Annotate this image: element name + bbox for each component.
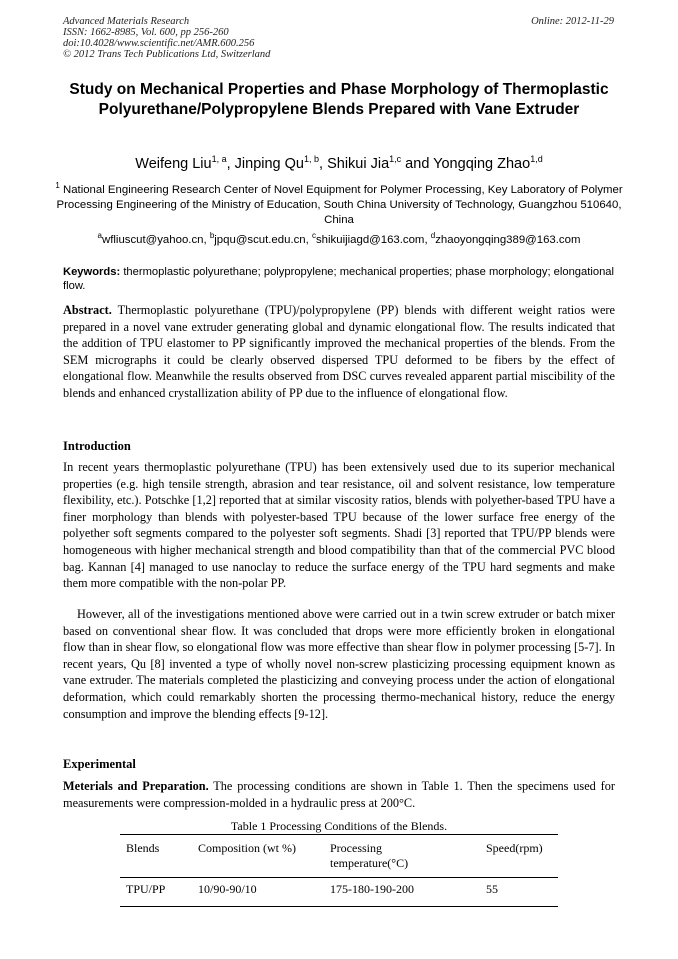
experimental-paragraph: [63, 778, 615, 811]
abstract-label: Abstract.: [63, 303, 112, 317]
introduction-paragraph-1: In recent years thermoplastic polyurethane (TPU) has been extensively used due to its superior mechanical properties (e.g. high tensile strength, abrasion and tear resistance, oil and solvent resistance, low temperature flexibility, etc.). Potschke [1,2] reported that at similar viscosity ratios, blends with polyether-based TPU have a finer morphology than blends with polyester-based TPU because of the lower surface free energy of the polyether soft segments compared to the polyester soft segments. Shadi [3] reported that TPU/PP blends were homogeneous with higher mechanical strength and blood compatibility than that of the commercial PVC blood bag. Kannan [4] managed to use nanoclay to reduce the surface energy of the TPU hard segments and make them more compatible with the non-polar PP.: [63, 460, 615, 591]
author-list: [40, 150, 638, 173]
email-link[interactable]: shikuijiagd@163.com: [315, 234, 425, 246]
author-sup: 1, a: [211, 154, 227, 164]
keywords: [63, 265, 615, 293]
table-header-cell: Processing temperature(°C): [330, 841, 409, 870]
table-cell: TPU/PP: [126, 882, 166, 896]
author-sup: 1,d: [530, 154, 543, 164]
email-sup: b: [209, 231, 215, 240]
table-mid-rule: [120, 877, 558, 878]
email-sup: c: [311, 231, 316, 240]
email-link[interactable]: jpqu@scut.edu.cn: [214, 234, 306, 246]
keywords-text: thermoplastic polyurethane; polypropylene; mechanical properties; phase morphology; elongational flow.: [63, 266, 614, 292]
journal-header: [63, 16, 270, 60]
online-date: Online: 2012-11-29: [531, 16, 614, 27]
keywords-label: Keywords:: [63, 266, 121, 278]
table-header-cell: Speed(rpm): [486, 841, 543, 855]
table-top-rule: [120, 834, 558, 835]
author-sup: 1,c: [389, 154, 402, 164]
introduction-paragraph-2: However, all of the investigations mentioned above were carried out in a twin screw extruder or batch mixer based on conventional shear flow. It was concluded that drops were more efficiently broken in elongational flow than in shear flow, so elongational flow was more effective than shear flow in polymer processing [5-7]. In recent years, Qu [8] invented a type of wholly novel non-screw plasticizing processing equipment known as vane extruder. The materials completed the plasticizing and conveying process under the action of elongational deformation, which could remarkably shorten the processing thermo-mechanical history, reduce the energy consumption and improve the blending effects [9-12].: [63, 607, 615, 721]
experimental-text: The processing conditions are shown in Table 1. Then the specimens used for measurements were compression-molded in a hydraulic press at 200°C.: [63, 779, 615, 810]
table-bottom-rule: [120, 906, 558, 907]
author-sep: ,: [226, 156, 235, 172]
journal-name: Advanced Materials Research: [63, 16, 190, 27]
author-sep: and: [401, 156, 434, 172]
copyright-line: © 2012 Trans Tech Publications Ltd, Switzerland: [63, 49, 271, 60]
doi-line: doi:10.4028/www.scientific.net/AMR.600.256: [63, 38, 255, 49]
table-cell: 175-180-190-200: [330, 882, 414, 896]
table-header-cell: Composition (wt %): [198, 841, 296, 855]
email-sup: d: [430, 231, 436, 240]
email-link[interactable]: zhaoyongqing389@163.com: [435, 234, 581, 246]
email-list: $^a$wfliuscut@yahoo.cn, $^b$jpqu@scut.edu.cn, $^c$shikuijiagd@163.com, $^d$zhaoyongqing389@163.com: [97, 231, 581, 246]
issn-line: ISSN: 1662-8985, Vol. 600, pp 256-260: [63, 27, 229, 38]
author-name: Yongqing Zhao: [433, 156, 531, 172]
author-sep: ,: [319, 156, 328, 172]
table-header-cell: Blends: [126, 841, 160, 855]
table-cell: 55: [486, 882, 498, 896]
affiliation-sup: 1: [55, 181, 60, 190]
table-caption: Table 1 Processing Conditions of the Blends.: [230, 819, 448, 833]
paper-title: Study on Mechanical Properties and Phase Morphology of Thermoplastic Polyurethane/Polypropylene Blends Prepared with Vane Extruder: [69, 81, 609, 118]
materials-subheading: Meterials and Preparation.: [63, 779, 209, 793]
affiliation-text: National Engineering Research Center of Novel Equipment for Polymer Processing, Key Laboratory of Polymer Processing Engineering of the Ministry of Education, South China University of Technology, Guangzhou 510640, China: [56, 184, 623, 226]
table-cell: 10/90-90/10: [198, 882, 257, 896]
author-name: Jinping Qu: [234, 156, 304, 172]
experimental-heading: Experimental: [63, 757, 136, 771]
author-sup: 1, b: [304, 154, 320, 164]
abstract: [63, 302, 615, 402]
email-link[interactable]: wfliuscut@yahoo.cn: [102, 234, 204, 246]
introduction-heading: Introduction: [63, 439, 131, 453]
email-sup: a: [97, 231, 102, 240]
author-name: Shikui Jia: [327, 156, 390, 172]
abstract-text: Thermoplastic polyurethane (TPU)/polypropylene (PP) blends with different weight ratios were prepared in a novel vane extruder generating global and dynamic elongational flow. The results indicated that the addition of TPU elastomer to PP significantly improved the mechanical properties of the blends. From the SEM micrographs it could be clearly observed dispersed TPU deformed to be fibers by the effect of elongational flow. Meanwhile the results observed from DSC curves revealed apparent partial miscibility of the blends and enhanced crystallization ability of PP due to the influence of elongational flow.: [63, 303, 615, 400]
author-name: Weifeng Liu: [135, 156, 212, 172]
affiliation: [55, 178, 623, 228]
